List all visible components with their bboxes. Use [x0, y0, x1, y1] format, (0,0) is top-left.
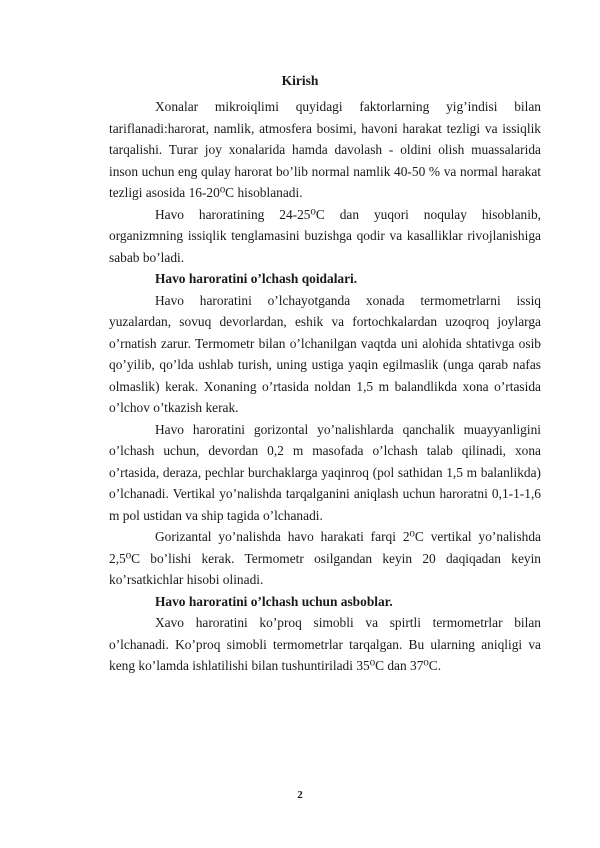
page-number: 2 — [297, 789, 303, 801]
paragraph-temperature-difference: Gorizantal yo’nalishda havo harakati farqi 2⁰C vertikal yo’nalishda 2,5⁰C bo’lishi kerak. Termometr osilgandan keyin 20 daqiqadan keyin ko’rsatkichlar hisobi olinadi. — [109, 529, 541, 587]
paragraph-horizontal-vertical: Havo haroratini gorizontal yo’nalishlarda qanchalik muayyanligini o’lchash uchun, devordan 0,2 m masofada o’lchash talab qilinadi, xona o’rtasida, deraza, pechlar burchaklarga yaqinroq (pol sathidan 1,5 m balanlikda) o’lchanadi. Vertikal yo’nalishda tarqalganini aniqlash uchun haroratni 0,1-1-1,6 m pol ustidan va ship tagida o’lchanadi. — [109, 421, 541, 523]
heading-measurement-rules: Havo haroratini o’lchash qoidalari. — [155, 271, 358, 286]
document-body — [109, 96, 541, 677]
paragraph-high-temperature: Havo haroratining 24-25⁰C dan yuqori noqulay hisoblanib, organizmning issiqlik tenglamasini buzishga qodir va kasalliklar rivojlanishiga sabab bo’ladi. — [109, 206, 541, 265]
paragraph-thermometer-placement: Havo haroratini o’lchayotganda xonada termometrlarni issiq yuzalardan, sovuq devorlardan, eshik va fortochkalardan uzoqroq joylarga o’rnatish zarur. Termometr bilan o’lchanilgan vaqtda uni alohida shtativga osib qo’yilib, qo’lda ushlab turish, uning ustiga yaqin egilmaslik (unga qarab nafas olmaslik) kerak. Xonaning o’rtasida noldan 1,5 m balandlikda xona o’rtasida o’lchov o’tkazish kerak. — [109, 292, 541, 415]
heading-measurement-instruments: Havo haroratini o’lchash uchun asboblar. — [155, 593, 393, 609]
document-title: Kirish — [281, 73, 319, 88]
paragraph-microclimate: Xonalar mikroiqlimi quyidagi faktorlarning yig’indisi bilan tariflanadi:harorat, namlik, atmosfera bosimi, havoni harakat tezligi va issiqlik tarqalishi. Turar joy xonalarida hamda davolash - oldini olish muassalarida inson uchun eng qulay harorat bo’lib normal namlik 40-50 % va normal harakat tezligi asosida 16-20⁰C hisoblanadi. — [109, 99, 541, 200]
paragraph-thermometer-types: Xavo haroratini ko’proq simobli va spirtli termometrlar bilan o’lchanadi. Ko’proq simobli termometrlar tarqalgan. Bu ularning aniqligi va keng ko’lamda ishlatilishi bilan tushuntiriladi 35⁰C dan 37⁰C. — [109, 615, 541, 673]
